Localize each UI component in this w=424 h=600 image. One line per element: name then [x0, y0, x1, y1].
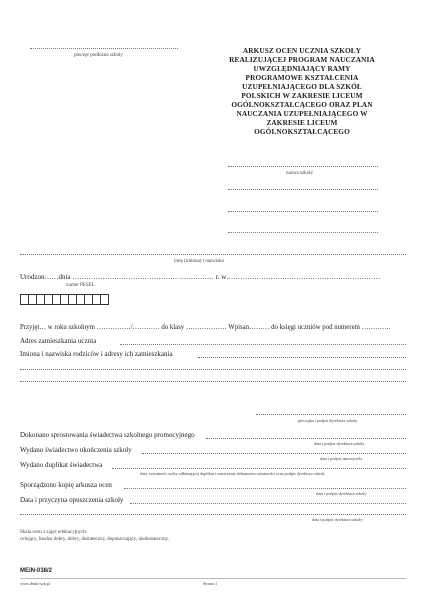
pesel-cell[interactable]: [100, 294, 109, 305]
leave-line-1: [130, 503, 406, 504]
footer-page-number: Strona 1: [203, 581, 218, 586]
issued-line: [142, 453, 406, 454]
footer-website[interactable]: www.druki-szk.pl: [20, 581, 50, 586]
footer-divider: [20, 578, 406, 579]
leave-sig-label: data i podpis dyrektora szkoły: [312, 517, 363, 522]
grades-scale-values: celujący, bardzo dobry, dobry, dostateczny, dopuszczający, niedostateczny.: [20, 537, 170, 542]
address-line: [120, 344, 406, 345]
parents-line-1: [198, 357, 406, 358]
address-label: Adres zamieszkania ucznia: [20, 337, 97, 345]
stamp-line: [30, 48, 178, 49]
student-name-line: [20, 254, 406, 255]
issued-sig-label: data i podpis nauczyciela: [320, 456, 363, 461]
parents-line-3: [20, 381, 406, 382]
director-stamp-label: pieczątka i podpis dyrektora szkoły: [298, 418, 358, 423]
stamp-label: pieczęć podłużna szkoły: [74, 53, 123, 58]
school-address-line-2: [228, 211, 378, 212]
form-code: MEiN-I/38/2: [20, 568, 53, 574]
duplicate-note: data, tożsamość osoby odbierającej duplikat i oznaczenie dokumentu tożsamości oraz podpis dyrektora szkoły: [140, 471, 325, 476]
school-address-line-1: [228, 189, 378, 190]
correction-sig-label: data i podpis dyrektora szkoły: [314, 441, 365, 446]
correction-label: Dokonano sprostowania świadectwa szkolnego promocyjnego: [20, 431, 195, 439]
school-address-line-3: [228, 232, 378, 233]
grades-scale-title: Skala ocen z zajęć edukacyjnych:: [20, 530, 88, 535]
leave-label: Data i przyczyna opuszczenia szkoły: [20, 496, 124, 504]
leave-line-2: [20, 514, 406, 515]
correction-line: [206, 438, 406, 439]
document-title: ARKUSZ OCEN UCZNIA SZKOŁY REALIZUJĄCEJ PROGRAM NAUCZANIA UWZGLĘDNIAJĄCY RAMY PROGRAMOWE KSZTAŁCENIA UZUPEŁNIAJĄCEGO DLA SZKÓŁ POLSKICH W ZAKRESIE LICEUM OGÓLNOKSZTAŁCĄCEGO ORAZ PLAN NAUCZANIA UZUPEŁNIAJĄCEGO W ZAKRESIE LICEUM OGÓLNOKSZTAŁCĄCEGO: [229, 46, 375, 136]
parents-line-2: [20, 369, 406, 370]
pesel-label: numer PESEL: [66, 283, 95, 288]
admission-line: Przyjęt… w roku szkolnym ……………/………… do klasy ……………… Wpisan……… do księgi uczniów pod numerem ………….: [20, 324, 391, 331]
issued-label: Wydano świadectwo ukończenia szkoły: [20, 446, 132, 454]
parents-label: Imiona i nazwiska rodziców i adresy ich zamieszkania: [20, 350, 173, 358]
copy-line: [124, 488, 406, 489]
copy-sig-label: data i podpis dyrektora szkoły: [316, 491, 367, 496]
birth-line: Urodzon……dnia ……………………………………… …………… r. w…………………………………………………………: [20, 273, 381, 281]
pesel-boxes[interactable]: [20, 294, 108, 305]
director-stamp-line: [256, 414, 406, 415]
copy-label: Sporządzono kopię arkusza ocen: [20, 481, 112, 489]
school-name-label: nazwa szkoły: [286, 171, 314, 176]
student-name-label: imię (imiona) i nazwisko: [174, 259, 225, 264]
duplicate-label: Wydano duplikat świadectwa: [20, 461, 103, 469]
school-name-line: [228, 166, 378, 167]
duplicate-line: [112, 468, 406, 469]
